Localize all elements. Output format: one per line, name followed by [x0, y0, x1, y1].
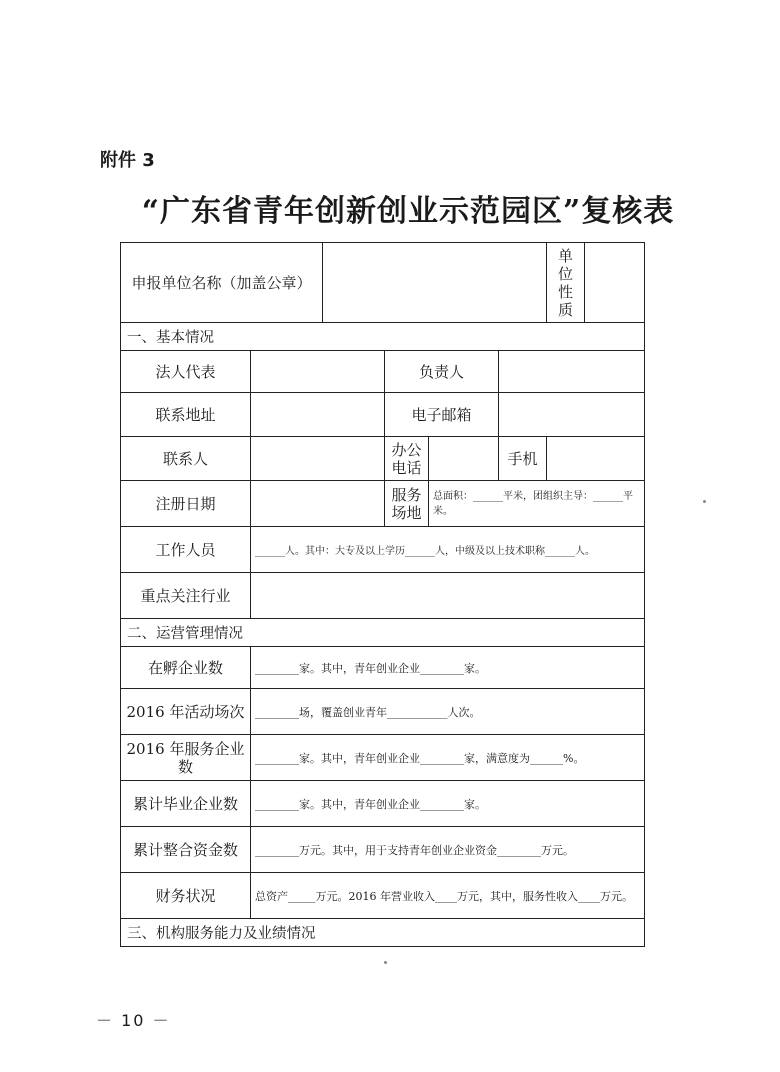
section-service-capability: 三、机构服务能力及业绩情况 — [121, 919, 645, 947]
section-operations: 二、运营管理情况 — [121, 619, 645, 647]
mobile-field[interactable] — [547, 437, 645, 481]
served-label: 2016 年服务企业数 — [121, 735, 251, 781]
responsible-field[interactable] — [499, 351, 645, 393]
responsible-label: 负责人 — [385, 351, 499, 393]
reg-date-label: 注册日期 — [121, 481, 251, 527]
office-phone-field[interactable] — [429, 437, 499, 481]
address-field[interactable] — [251, 393, 385, 437]
attachment-label: 附件 3 — [100, 150, 155, 171]
staff-label: 工作人员 — [121, 527, 251, 573]
unit-nature-label: 单位性质 — [547, 243, 585, 323]
served-value[interactable]: ________家。其中，青年创业企业________家，满意度为______%。 — [251, 735, 645, 781]
contact-field[interactable] — [251, 437, 385, 481]
office-phone-label: 办公电话 — [385, 437, 429, 481]
incubating-label: 在孵企业数 — [121, 647, 251, 689]
staff-value[interactable]: ______人。其中：大专及以上学历______人，中级及以上技术职称______人。 — [251, 527, 645, 573]
review-form-table — [120, 242, 645, 947]
reg-date-field[interactable] — [251, 481, 385, 527]
funds-label: 累计整合资金数 — [121, 827, 251, 873]
graduated-label: 累计毕业企业数 — [121, 781, 251, 827]
activities-value[interactable]: ________场，覆盖创业青年___________人次。 — [251, 689, 645, 735]
page-number: － 10 － — [96, 1011, 171, 1030]
key-industry-field[interactable] — [251, 573, 645, 619]
scan-speck — [703, 500, 706, 503]
service-site-value[interactable]: 总面积：______平米，团组织主导：______平米。 — [429, 481, 645, 527]
service-site-label: 服务场地 — [385, 481, 429, 527]
finance-value[interactable]: 总资产_____万元。2016 年营业收入____万元，其中，服务性收入____万元。 — [251, 873, 645, 919]
incubating-value[interactable]: ________家。其中，青年创业企业________家。 — [251, 647, 645, 689]
graduated-value[interactable]: ________家。其中，青年创业企业________家。 — [251, 781, 645, 827]
finance-label: 财务状况 — [121, 873, 251, 919]
contact-label: 联系人 — [121, 437, 251, 481]
activities-label: 2016 年活动场次 — [121, 689, 251, 735]
unit-name-field[interactable] — [323, 243, 547, 323]
unit-nature-field[interactable] — [585, 243, 645, 323]
form-title: “广东省青年创新创业示范园区”复核表 — [141, 194, 675, 229]
address-label: 联系地址 — [121, 393, 251, 437]
mobile-label: 手机 — [499, 437, 547, 481]
legal-rep-field[interactable] — [251, 351, 385, 393]
legal-rep-label: 法人代表 — [121, 351, 251, 393]
unit-name-label: 申报单位名称（加盖公章） — [121, 243, 323, 323]
section-basic-info: 一、基本情况 — [121, 323, 645, 351]
key-industry-label: 重点关注行业 — [121, 573, 251, 619]
email-label: 电子邮箱 — [385, 393, 499, 437]
funds-value[interactable]: ________万元。其中，用于支持青年创业企业资金________万元。 — [251, 827, 645, 873]
scan-speck — [384, 961, 387, 964]
email-field[interactable] — [499, 393, 645, 437]
